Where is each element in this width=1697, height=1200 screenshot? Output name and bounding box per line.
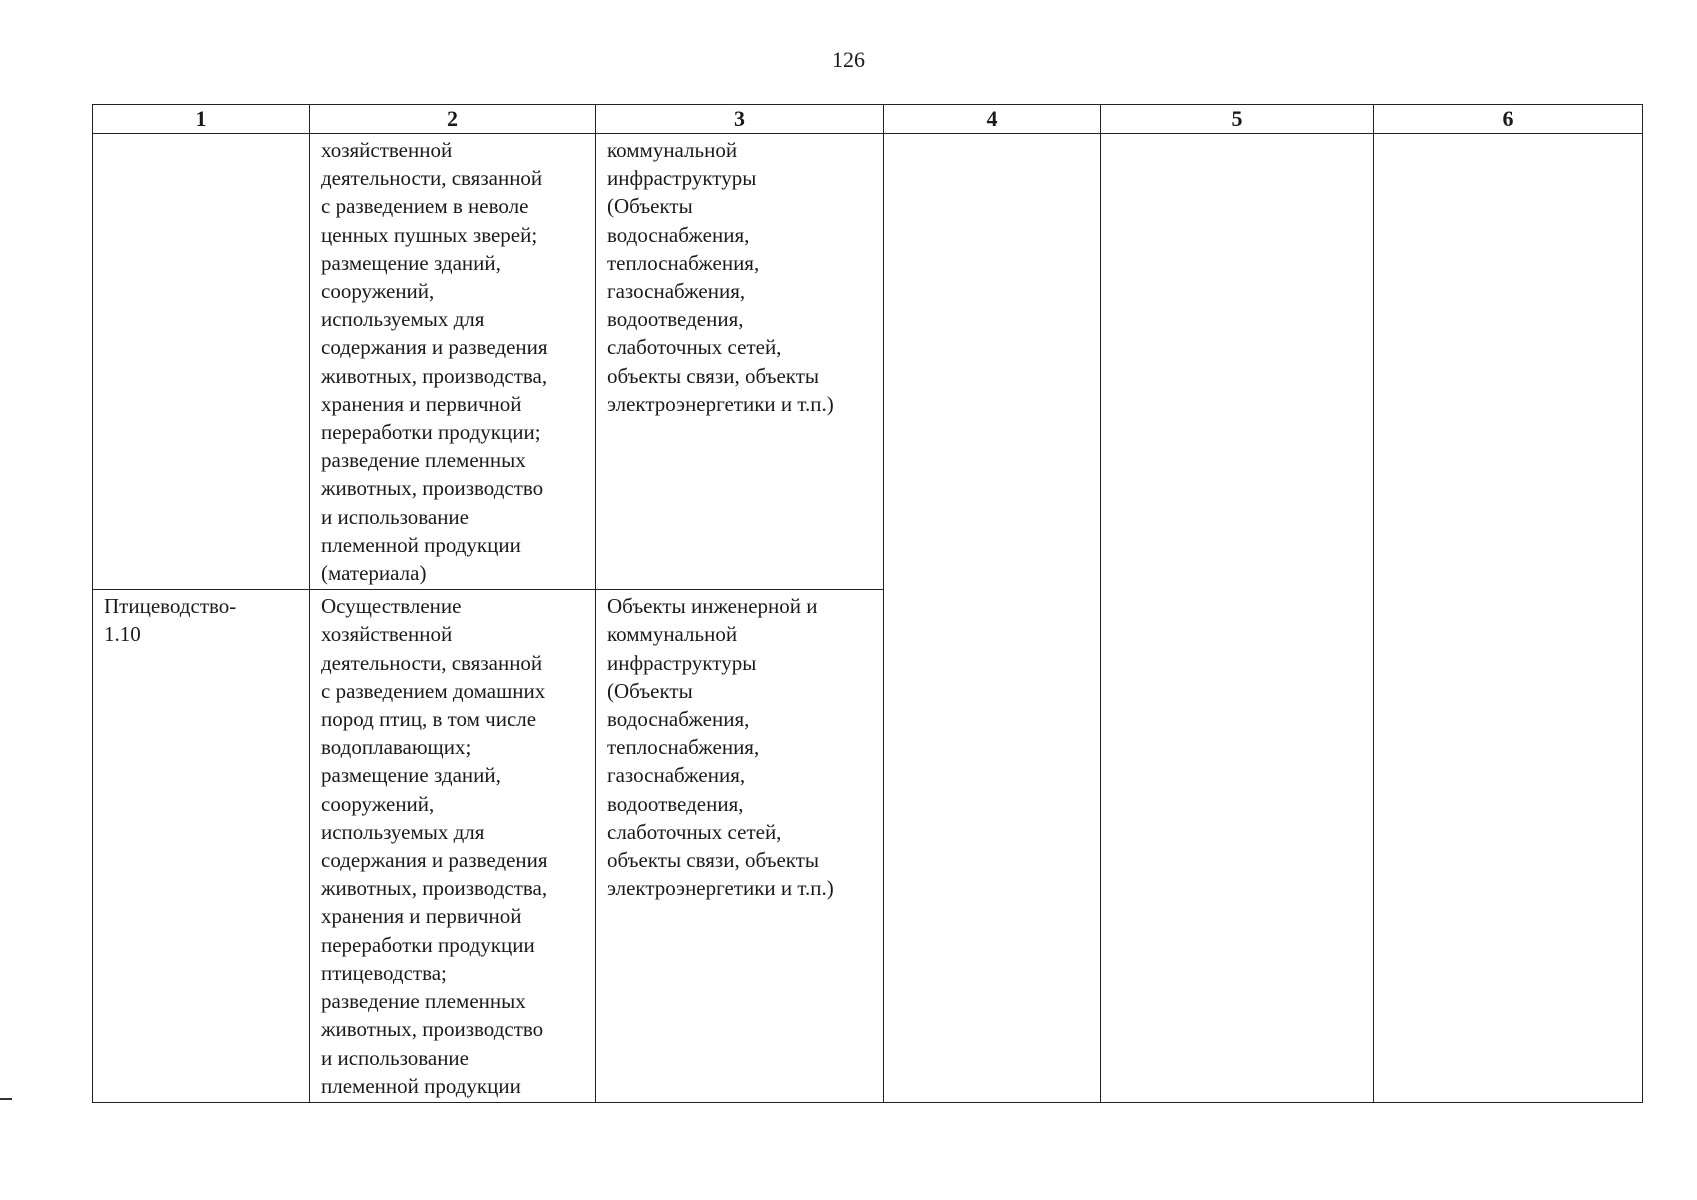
cell-line: водоплавающих; [321, 735, 472, 760]
cell-lines [310, 134, 595, 589]
cell-line: используемых для [321, 819, 485, 844]
cell-line: деятельности, связанной [321, 650, 543, 675]
cell-line: с разведением домашних [321, 678, 546, 703]
cell-line: Птицеводство- [104, 594, 237, 619]
cell-line: теплоснабжения, [607, 250, 760, 275]
cell-auxiliary-objects [596, 134, 884, 590]
cell-line: хозяйственной [321, 622, 453, 647]
cell-line: электроэнергетики и т.п.) [607, 391, 834, 416]
cell-line: сооружений, [321, 791, 435, 816]
column-header-1: 1 [93, 105, 310, 134]
cell-line: хозяйственной [321, 138, 453, 162]
table-row [93, 134, 1643, 590]
column-header-5: 5 [1101, 105, 1374, 134]
cell-line: животных, производства, [321, 876, 548, 901]
cell-line: пород птиц, в том числе [321, 707, 537, 732]
cell-lines [93, 134, 309, 138]
column-header-3: 3 [596, 105, 884, 134]
cell-line: хранения и первичной [321, 904, 522, 929]
cell-line: переработки продукции [321, 932, 535, 957]
cell-lines [596, 134, 883, 420]
column-header-2: 2 [310, 105, 596, 134]
cell-line: и использование [321, 504, 469, 529]
cell-lines [310, 590, 595, 1102]
page-number: 126 [832, 47, 865, 72]
cell-line: сооружений, [321, 279, 435, 304]
cell-line: племенной продукции [321, 532, 521, 557]
cell-lines [596, 590, 883, 904]
cell-use-name [93, 590, 310, 1103]
cell-line: газоснабжения, [607, 763, 746, 788]
column-header-4: 4 [884, 105, 1101, 134]
cell-line: животных, производства, [321, 363, 548, 388]
cell-column-5 [1101, 134, 1374, 1103]
cell-line: Осуществление [321, 594, 462, 619]
cell-column-6 [1374, 134, 1643, 1103]
cell-line: с разведением в неволе [321, 194, 529, 219]
cell-line: хранения и первичной [321, 391, 522, 416]
cell-line: племенной продукции [321, 1073, 521, 1098]
cell-line: деятельности, связанной [321, 166, 543, 191]
cell-lines [93, 590, 309, 650]
cell-line: газоснабжения, [607, 279, 746, 304]
cell-auxiliary-objects [596, 590, 884, 1103]
cell-line: содержания и разведения [321, 848, 548, 873]
cell-line: 1.10 [104, 622, 141, 647]
cell-line: водоотведения, [607, 307, 744, 332]
cell-line: водоснабжения, [607, 222, 750, 247]
cell-line: размещение зданий, [321, 250, 501, 275]
cell-line: (Объекты [607, 678, 693, 703]
cell-line: водоотведения, [607, 791, 744, 816]
cell-line: (материала) [321, 561, 427, 586]
cell-line: инфраструктуры [607, 650, 757, 675]
cell-line: животных, производство [321, 1017, 544, 1042]
cell-line: электроэнергетики и т.п.) [607, 876, 834, 901]
table-header-row [93, 105, 1643, 134]
cell-use-description [310, 134, 596, 590]
cell-line: коммунальной [607, 138, 738, 162]
cell-column-4 [884, 134, 1101, 1103]
cell-line: используемых для [321, 307, 485, 332]
cell-line: и использование [321, 1045, 469, 1070]
cell-line: объекты связи, объекты [607, 848, 820, 873]
cell-line: ценных пушных зверей; [321, 222, 538, 247]
cell-line: объекты связи, объекты [607, 363, 820, 388]
cell-line: содержания и разведения [321, 335, 548, 360]
cell-line: коммунальной [607, 622, 738, 647]
cell-line: животных, производство [321, 476, 544, 501]
cell-use-name [93, 134, 310, 590]
cell-line: водоснабжения, [607, 707, 750, 732]
cell-line: (Объекты [607, 194, 693, 219]
cell-line: Объекты инженерной и [607, 594, 818, 619]
cell-use-description [310, 590, 596, 1103]
permitted-use-table [92, 104, 1643, 1103]
margin-mark [0, 1098, 12, 1100]
cell-line: слаботочных сетей, [607, 335, 782, 360]
cell-line: слаботочных сетей, [607, 819, 782, 844]
cell-line: инфраструктуры [607, 166, 757, 191]
cell-line: размещение зданий, [321, 763, 501, 788]
cell-line: разведение племенных [321, 989, 526, 1014]
cell-line: переработки продукции; [321, 420, 541, 445]
cell-line: разведение племенных [321, 448, 526, 473]
cell-line: теплоснабжения, [607, 735, 760, 760]
column-header-6: 6 [1374, 105, 1643, 134]
cell-line: птицеводства; [321, 960, 447, 985]
